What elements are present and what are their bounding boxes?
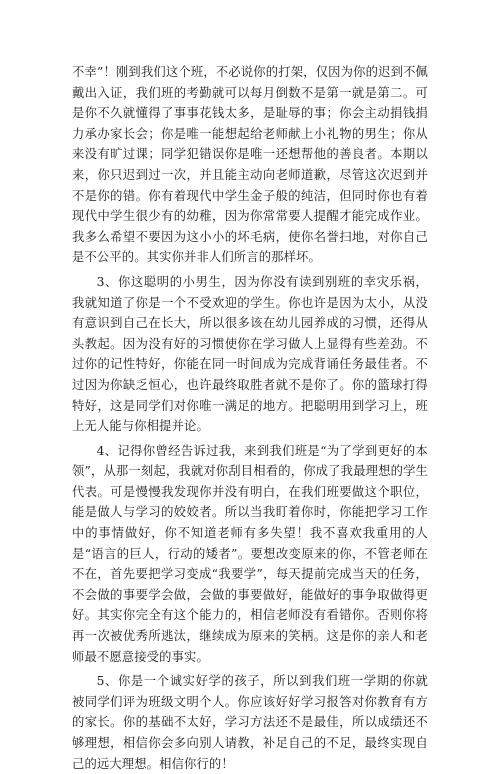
paragraph-continued: 不幸”！刚到我们这个班，不必说你的打架，仅因为你的迟到不佩戴出入证，我们班的考勤就可以每月倒数不是第一就是第二。可是你不久就懂得了事事花钱太多，是耻辱的事；你会主动捐钱捐力承办家长会；你是唯一能想起给老师献上小礼物的男生；你从来没有旷过课；同学犯错误你是唯一还想帮他的善良者。本期以来，你只迟到过一次，并且能主动向老师道歉，尽管这次迟到并不是你的错。你有着现代中学生金子般的纯洁，但同时你也有着现代中学生很少有的幼稚，因为你常常要人提醒才能完成作业。我多么希望不要因为这小小的坏毛病，使你名誉扫地，对你自己是不公平的。其实你并非人们所言的那样坏。 bbox=[72, 65, 428, 265]
document-page bbox=[72, 62, 428, 774]
paragraph-comment-3: 3、你这聪明的小男生，因为你没有读到别班的幸灾乐祸，我就知道了你是一个不受欢迎的学生。你也许是因为太小，从没有意识到自己在长大，所以很多该在幼儿园养成的习惯，还得从头教起。因为没有好的习惯使你在学习做人上显得有些差劲。不过你的记性特好，你能在同一时间成为完成背诵任务最佳者。不过因为你缺乏恒心，也许最终取胜者就不是你了。你的篮球打得特好，这是同学们对你唯一满足的地方。把聪明用到学习上，班上无人能与你相提并论。 bbox=[72, 274, 428, 434]
paragraph-comment-5: 5、你是一个诚实好学的孩子，所以到我们班一学期的你就被同学们评为班级文明个人。你应该好好学习报答对你教育有方的家长。你的基础不太好，学习方法还不是最佳，所以成绩还不够理想，相信你会多向别人请教，补足自己的不足，最终实现自己的远大理想。相信你行的！ bbox=[72, 674, 428, 771]
paragraph-comment-4: 4、记得你曾经告诉过我，来到我们班是“为了学到更好的本领”，从那一刻起，我就对你刮目相看的，你成了我最理想的学生代表。可是慢慢我发现你并没有明白，在我们班要做这个职位，能是做人与学习的姣姣者。所以当我盯着你时，你能把学习工作中的事情做好，你不知道老师有多失望！我不喜欢我重用的人是“语言的巨人，行动的矮者”。要想改变原来的你，不管老师在不在，首先要把学习变成“我要学”，每天提前完成当天的任务，不会做的事要学会做，会做的事要做好，能做好的事争取做得更好。其实你完全有这个能力的，相信老师没有看错你。否则你将再一次被优秀所逃汰，继续成为原来的笑柄。这是你的亲人和老师最不愿意接受的事实。 bbox=[72, 443, 428, 664]
